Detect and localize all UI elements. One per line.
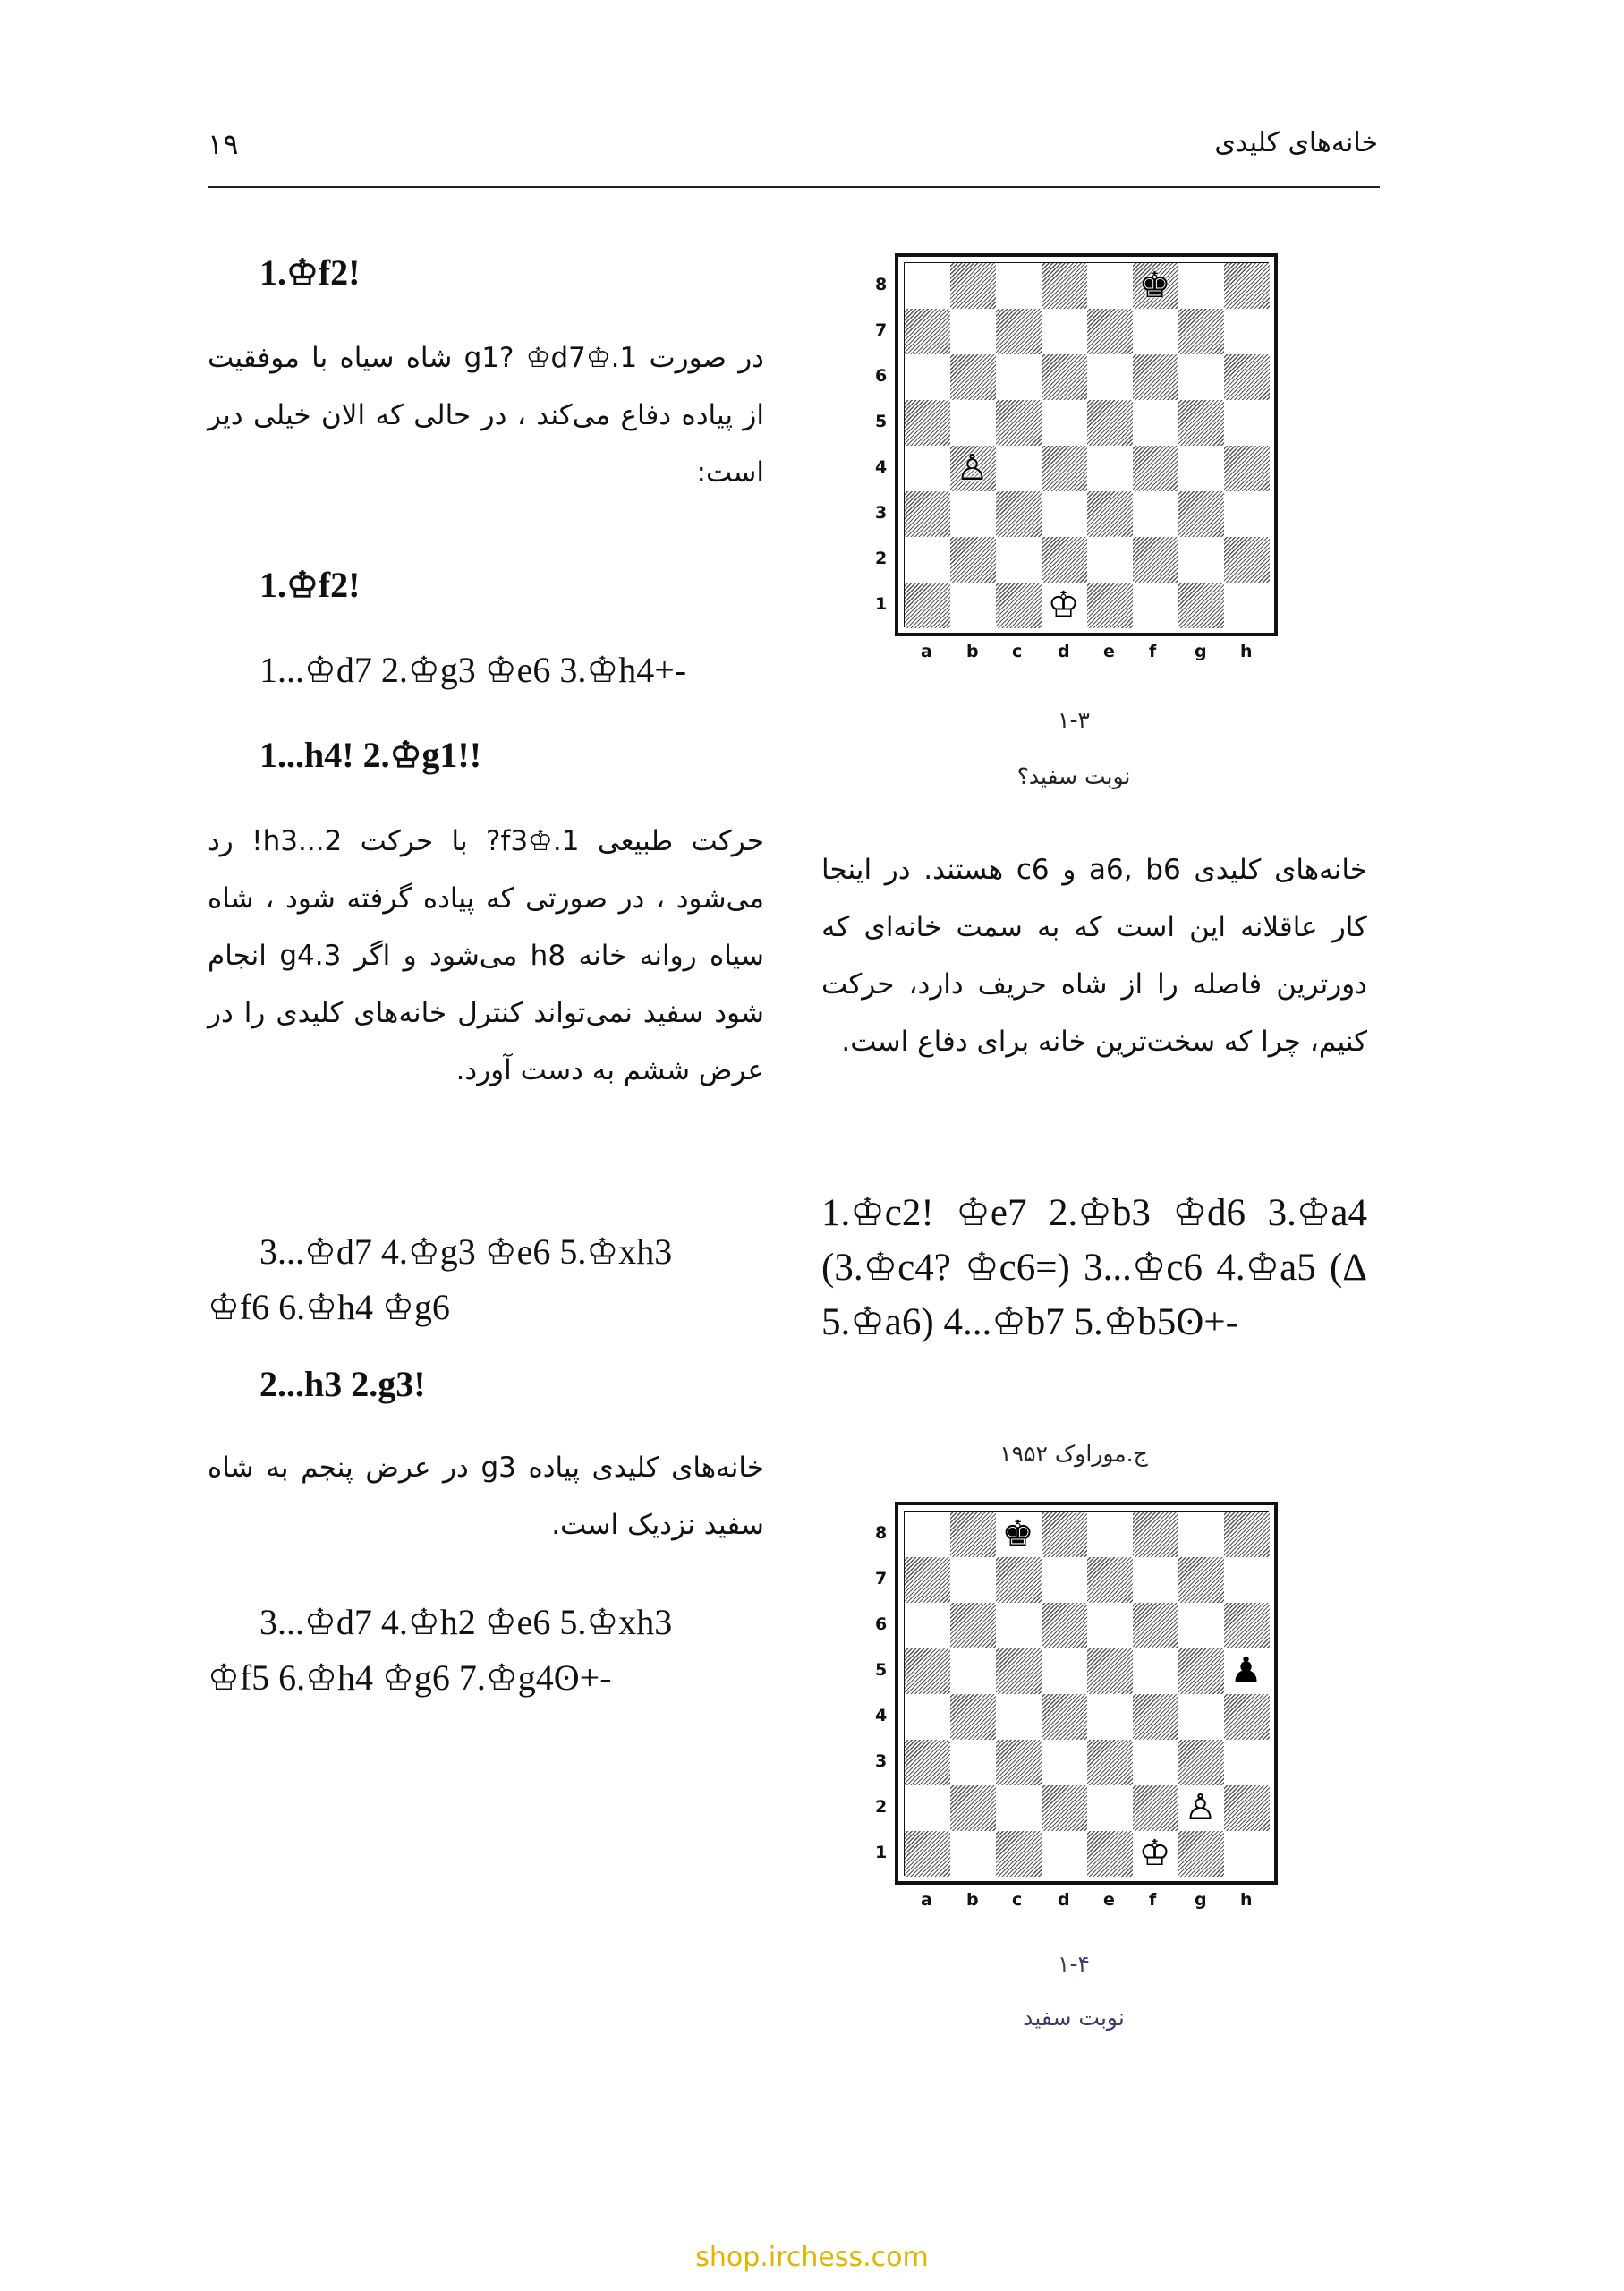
square-b4 [950,1694,996,1740]
rank-label: 7 [875,1569,888,1588]
square-g4 [1178,1694,1224,1740]
square-h6 [1224,354,1270,400]
square-a5 [905,1648,950,1694]
square-e8 [1087,263,1133,309]
black-king-icon: ♚ [1138,265,1171,306]
rank-label: 1 [875,1843,888,1862]
square-d1 [1042,1831,1087,1877]
square-h8 [1224,263,1270,309]
square-g3 [1178,1740,1224,1785]
square-a6 [905,354,950,400]
square-f8 [1133,1512,1178,1557]
square-d7 [1042,1557,1087,1603]
file-label: a [921,1890,932,1910]
square-h3 [1224,491,1270,537]
square-c2 [996,537,1042,583]
square-f2 [1133,537,1178,583]
square-f4 [1133,1694,1178,1740]
square-g1 [1178,583,1224,628]
square-c3 [996,491,1042,537]
square-a1 [905,583,950,628]
square-a6 [905,1603,950,1648]
square-g3 [1178,491,1224,537]
square-h3 [1224,1740,1270,1785]
square-f5 [1133,400,1178,446]
diagram-2-caption: نوبت سفید [1023,2005,1125,2031]
square-b3 [950,1740,996,1785]
header-rule [208,186,1380,188]
paragraph-2: حرکت طبیعی 1.♔f3? با حرکت 2...h3! رد می‌شود ، در صورتی که پیاده گرفته شود ، شاه سیاه روانه خانه h8 می‌شود و اگر 3.g4 انجام شود سفید نمی‌تواند کنترل خانه‌های کلیدی را در عرض ششم به دست آورد. [208,825,764,1086]
study-source: ج.موراوک ۱۹۵۲ [999,1441,1148,1467]
square-h4 [1224,446,1270,491]
file-label: d [1058,1890,1070,1910]
move-line-7b: ♔f5 6.♔h4 ♔g6 7.♔g4ʘ+- [208,1657,612,1698]
square-e5 [1087,400,1133,446]
square-f7 [1133,1557,1178,1603]
white-king-icon: ♔ [1047,584,1080,626]
rank-label: 3 [875,503,888,523]
square-b5 [950,400,996,446]
square-h2 [1224,1785,1270,1831]
paragraph-4: خانه‌های کلیدی a6, b6 و c6 هستند. در اینجا کار عاقلانه این است که به سمت خانه‌ای که دورترین فاصله را از شاه حریف دارد، حرکت کنیم، چرا که سخت‌ترین خانه برای دفاع است. [821,854,1367,1058]
square-g5 [1178,400,1224,446]
move-line-2: 1.♔f2! [259,565,361,605]
rank-label: 4 [875,457,888,477]
square-a1 [905,1831,950,1877]
square-b1 [950,1831,996,1877]
file-label: f [1149,642,1157,661]
square-c7 [996,1557,1042,1603]
square-e4 [1087,1694,1133,1740]
square-d3 [1042,1740,1087,1785]
square-c5 [996,400,1042,446]
square-a3 [905,491,950,537]
move-line-7a: 3...♔d7 4.♔h2 ♔e6 5.♔xh3 [259,1602,673,1642]
square-g6 [1178,1603,1224,1648]
square-a5 [905,400,950,446]
square-g7 [1178,1557,1224,1603]
square-b7 [950,309,996,354]
square-a8 [905,1512,950,1557]
square-d5 [1042,1648,1087,1694]
square-d7 [1042,309,1087,354]
square-b6 [950,354,996,400]
square-h5 [1224,400,1270,446]
square-b2 [950,1785,996,1831]
square-b8 [950,1512,996,1557]
square-g1 [1178,1831,1224,1877]
square-a4 [905,446,950,491]
square-a7 [905,309,950,354]
square-c6 [996,1603,1042,1648]
file-label: a [921,642,932,661]
square-c1 [996,583,1042,628]
square-b1 [950,583,996,628]
file-label: h [1240,1890,1253,1910]
file-label: h [1240,642,1253,661]
square-h2 [1224,537,1270,583]
rank-label: 6 [875,1614,888,1634]
file-label: g [1195,1890,1207,1910]
move-line-6: 2...h3 2.g3! [259,1364,426,1404]
square-h4 [1224,1694,1270,1740]
black-king-icon: ♚ [1001,1513,1034,1554]
square-f3 [1133,491,1178,537]
square-e2 [1087,1785,1133,1831]
square-d4 [1042,446,1087,491]
chess-diagram-2 [866,1503,1269,1920]
file-label: b [966,1890,979,1910]
square-d8 [1042,263,1087,309]
rank-label: 8 [875,1523,888,1543]
rank-label: 6 [875,366,888,386]
square-f6 [1133,1603,1178,1648]
file-label: c [1012,642,1023,661]
main-line-moves: 1.♔c2! ♔e7 2.♔b3 ♔d6 3.♔a4 (3.♔c4? ♔c6=) 3...♔c6 4.♔a5 (Δ 5.♔a6) 4...♔b7 5.♔b5ʘ+- [821,1192,1367,1343]
square-h6 [1224,1603,1270,1648]
square-b5 [950,1648,996,1694]
page-number: ۱۹ [208,127,239,161]
rank-label: 3 [875,1751,888,1771]
square-c6 [996,354,1042,400]
rank-label: 5 [875,1660,888,1680]
rank-label: 5 [875,412,888,431]
square-g8 [1178,1512,1224,1557]
rank-label: 8 [875,275,888,294]
square-f1 [1133,583,1178,628]
square-f2 [1133,1785,1178,1831]
move-line-1: 1.♔f2! [259,252,361,293]
square-a2 [905,537,950,583]
square-a2 [905,1785,950,1831]
chess-diagram-1 [866,255,1269,671]
diagram-1-caption: نوبت سفید؟ [1016,763,1131,789]
square-b7 [950,1557,996,1603]
square-h8 [1224,1512,1270,1557]
square-c3 [996,1740,1042,1785]
file-label: f [1149,1890,1157,1910]
square-d6 [1042,1603,1087,1648]
square-b6 [950,1603,996,1648]
square-e1 [1087,1831,1133,1877]
square-c4 [996,1694,1042,1740]
move-line-3: 1...♔d7 2.♔g3 ♔e6 3.♔h4+- [259,650,687,690]
square-e5 [1087,1648,1133,1694]
square-g6 [1178,354,1224,400]
square-f3 [1133,1740,1178,1785]
square-e6 [1087,1603,1133,1648]
white-king-icon: ♔ [1138,1833,1171,1874]
square-e2 [1087,537,1133,583]
square-f6 [1133,354,1178,400]
file-label: c [1012,1890,1023,1910]
move-line-4: 1...h4! 2.♔g1!! [259,735,482,775]
square-d3 [1042,491,1087,537]
rank-label: 7 [875,320,888,340]
square-c5 [996,1648,1042,1694]
footer-watermark: shop.irchess.com [695,2242,929,2273]
square-e3 [1087,491,1133,537]
square-d4 [1042,1694,1087,1740]
square-e6 [1087,354,1133,400]
file-label: e [1103,642,1115,661]
square-e7 [1087,1557,1133,1603]
square-c2 [996,1785,1042,1831]
square-c1 [996,1831,1042,1877]
square-d5 [1042,400,1087,446]
square-g4 [1178,446,1224,491]
square-a4 [905,1694,950,1740]
square-h7 [1224,1557,1270,1603]
rank-label: 2 [875,1797,888,1817]
square-f5 [1133,1648,1178,1694]
paragraph-3: خانه‌های کلیدی پیاده g3 در عرض پنجم به شاه سفید نزدیک است. [208,1452,764,1541]
square-g5 [1178,1648,1224,1694]
square-c8 [996,263,1042,309]
square-h1 [1224,583,1270,628]
square-c7 [996,309,1042,354]
file-label: d [1058,642,1070,661]
file-label: b [966,642,979,661]
diagram-2-number: ۱-۴ [1058,1951,1090,1977]
move-line-5a: 3...♔d7 4.♔g3 ♔e6 5.♔xh3 [259,1231,673,1272]
file-label: g [1195,642,1207,661]
white-pawn-icon: ♙ [1184,1787,1217,1828]
square-c4 [996,446,1042,491]
running-head-title: خانه‌های کلیدی [1214,127,1378,158]
square-h7 [1224,309,1270,354]
square-b8 [950,263,996,309]
square-g8 [1178,263,1224,309]
diagram-1-number: ۱-۳ [1058,707,1090,733]
square-e4 [1087,446,1133,491]
square-d8 [1042,1512,1087,1557]
square-g2 [1178,537,1224,583]
square-e1 [1087,583,1133,628]
square-f4 [1133,446,1178,491]
square-a7 [905,1557,950,1603]
diagram-1-squares [904,262,1269,627]
rank-label: 2 [875,549,888,568]
paragraph-1: در صورت 1.♔g1? ♔d7 شاه سیاه با موفقیت از پیاده دفاع می‌کند ، در حالی که الان خیلی دیر است: [208,342,764,489]
square-h1 [1224,1831,1270,1877]
square-a8 [905,263,950,309]
black-pawn-icon: ♟ [1229,1650,1263,1691]
rank-label: 4 [875,1706,888,1725]
white-pawn-icon: ♙ [956,447,989,489]
square-d6 [1042,354,1087,400]
square-g7 [1178,309,1224,354]
square-e8 [1087,1512,1133,1557]
file-label: e [1103,1890,1115,1910]
square-a3 [905,1740,950,1785]
square-e3 [1087,1740,1133,1785]
square-e7 [1087,309,1133,354]
square-f7 [1133,309,1178,354]
square-b2 [950,537,996,583]
move-line-5b: ♔f6 6.♔h4 ♔g6 [208,1287,450,1327]
square-b3 [950,491,996,537]
square-d2 [1042,1785,1087,1831]
square-d2 [1042,537,1087,583]
rank-label: 1 [875,594,888,614]
